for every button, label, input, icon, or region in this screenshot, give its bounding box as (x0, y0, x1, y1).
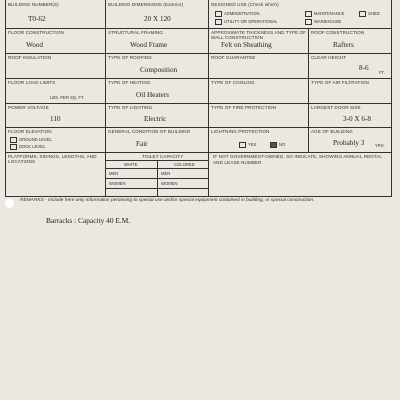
wall-value: Felt on Sheathing (221, 41, 272, 49)
option-utility: UTILITY OR OPERATIONAL (215, 19, 278, 25)
cell-elevation (6, 127, 106, 152)
guarantee-label: ROOF GUARANTEE (211, 55, 256, 60)
checkbox-dock-level[interactable] (10, 144, 17, 150)
cell-roof-insulation (6, 53, 106, 78)
row-power (6, 103, 391, 128)
row-elevation (6, 127, 391, 153)
toilet-rule-4 (106, 188, 209, 189)
building-form (5, 0, 392, 197)
power-label: POWER VOLTAGE (8, 105, 49, 110)
heating-value: Oil Heaters (136, 91, 169, 99)
rental-label: IF NOT GOVERNMENT-OWNED, SO INDICATE, SHOWING ANNUAL RENTAL AND LEASE NUMBER (213, 154, 382, 165)
clear-height-unit: FT. (379, 70, 385, 75)
fire-label: TYPE OF FIRE PROTECTION (211, 105, 277, 110)
cell-lightning (209, 127, 309, 152)
cell-designed-use (209, 0, 391, 28)
cell-wall (209, 28, 309, 53)
power-value: 110 (50, 115, 61, 123)
cell-lighting (106, 103, 209, 127)
checkbox-maintenance[interactable] (305, 11, 312, 17)
door-value: 3-0 X 6-8 (343, 115, 371, 123)
cell-roofing (106, 53, 209, 78)
elevation-label: FLOOR ELEVATION (8, 129, 52, 134)
toilet-label: TOILET CAPACITY (142, 154, 184, 159)
roofing-label: TYPE OF ROOFING (108, 55, 152, 60)
toilet-rule-2 (106, 168, 209, 169)
lighting-label: TYPE OF LIGHTING (108, 105, 153, 110)
designed-use-label: DESIGNED USE (Check which) (211, 2, 279, 7)
option-ground-level: GROUND LEVEL (10, 137, 52, 143)
row-construction (6, 28, 391, 54)
framing-label: STRUCTURAL FRAMING (108, 30, 163, 35)
heating-label: TYPE OF HEATING (108, 80, 151, 85)
checkbox-yes[interactable] (239, 142, 246, 148)
roof-label: ROOF CONSTRUCTION (311, 30, 365, 35)
cooling-label: TYPE OF COOLING (211, 80, 255, 85)
cell-door (309, 103, 391, 127)
punch-hole (5, 199, 14, 208)
roof-insulation-label: ROOF INSULATION (8, 55, 52, 60)
dimensions-value: 20 X 120 (144, 15, 171, 23)
age-value: Probably 3 (333, 139, 365, 147)
filtration-label: TYPE OF AIR FILTRATION (311, 80, 369, 85)
cell-heating (106, 78, 209, 103)
cell-platforms (6, 152, 106, 196)
clear-height-value: 8-6 (359, 64, 369, 72)
age-label: AGE OF BUILDING (311, 129, 353, 134)
checkbox-ground-level[interactable] (10, 137, 17, 143)
toilet-white-label: WHITE (124, 162, 138, 167)
clear-height-label: CLEAR HEIGHT (311, 55, 347, 60)
cell-fire (209, 103, 309, 127)
option-warehouse: WAREHOUSE (305, 19, 341, 25)
dimensions-label: BUILDING DIMENSIONS (Exterior) (108, 2, 184, 7)
row-platforms (6, 152, 391, 196)
floor-load-unit: LBS. PER SQ. FT. (50, 95, 85, 100)
floor-value: Wood (26, 41, 43, 49)
option-yes: YES (239, 142, 256, 148)
row-building-info (6, 0, 391, 29)
building-number-label: BUILDING NUMBER(S) (8, 2, 59, 7)
toilet-women-white: WOMEN (109, 181, 126, 186)
option-administration: ADMINISTRATION (215, 11, 260, 17)
framing-value: Wood Frame (130, 41, 168, 49)
roofing-value: Composition (140, 66, 178, 74)
checkbox-utility[interactable] (215, 19, 222, 25)
toilet-men-colored: MEN (161, 171, 171, 176)
cell-cooling (209, 78, 309, 103)
cell-floor (6, 28, 106, 53)
wall-label: APPROXIMATE THICKNESS AND TYPE OF WALL CONSTRUCTION (211, 30, 307, 40)
toilet-women-colored: WOMEN (161, 181, 178, 186)
cell-floor-load (6, 78, 106, 103)
remarks-text: Barracks : Capacity 40 E.M. (46, 216, 131, 225)
option-no: NO (270, 142, 285, 148)
lightning-label: LIGHTNING PROTECTION (211, 129, 270, 134)
remarks-label: REMARKS - Include here only information pertaining to special use and/or special equipment contained in building, or special construction. (20, 198, 315, 203)
cell-toilet (106, 152, 209, 196)
floor-load-label: FLOOR LOAD LIMITS (8, 80, 56, 85)
cell-guarantee (209, 53, 309, 78)
cell-filtration (309, 78, 391, 103)
cell-clear-height (309, 53, 391, 78)
cell-roof (309, 28, 391, 53)
door-label: LARGEST DOOR SIZE (311, 105, 361, 110)
toilet-rule-3 (106, 178, 209, 179)
condition-value: Fair (136, 140, 148, 148)
toilet-men-white: MEN (109, 171, 119, 176)
option-dock-level: DOCK LEVEL (10, 144, 45, 150)
condition-label: GENERAL CONDITION OF BUILDING (108, 129, 191, 134)
lighting-value: Electric (144, 115, 167, 123)
cell-condition (106, 127, 209, 152)
option-shed: SHED (359, 11, 380, 17)
checkbox-administration[interactable] (215, 11, 222, 17)
platforms-label: PLATFORMS, SIDINGS, LENGTHS, AND LOCATIONS (8, 154, 97, 164)
building-number-value: T0-62 (28, 15, 46, 23)
age-unit: YRS. (375, 143, 385, 148)
checkbox-warehouse[interactable] (305, 19, 312, 25)
cell-dimensions (106, 0, 209, 28)
cell-age (309, 127, 391, 152)
checkbox-no-checked[interactable] (270, 142, 277, 148)
cell-power (6, 103, 106, 127)
cell-building-number (6, 0, 106, 28)
cell-framing (106, 28, 209, 53)
toilet-colored-label: COLORED (174, 162, 195, 167)
row-roofing (6, 53, 391, 79)
option-maintenance: MAINTENANCE (305, 11, 344, 17)
checkbox-shed[interactable] (359, 11, 366, 17)
roof-value: Rafters (333, 41, 354, 49)
row-heating (6, 78, 391, 104)
floor-label: FLOOR CONSTRUCTION (8, 30, 64, 35)
cell-rental (209, 152, 391, 196)
